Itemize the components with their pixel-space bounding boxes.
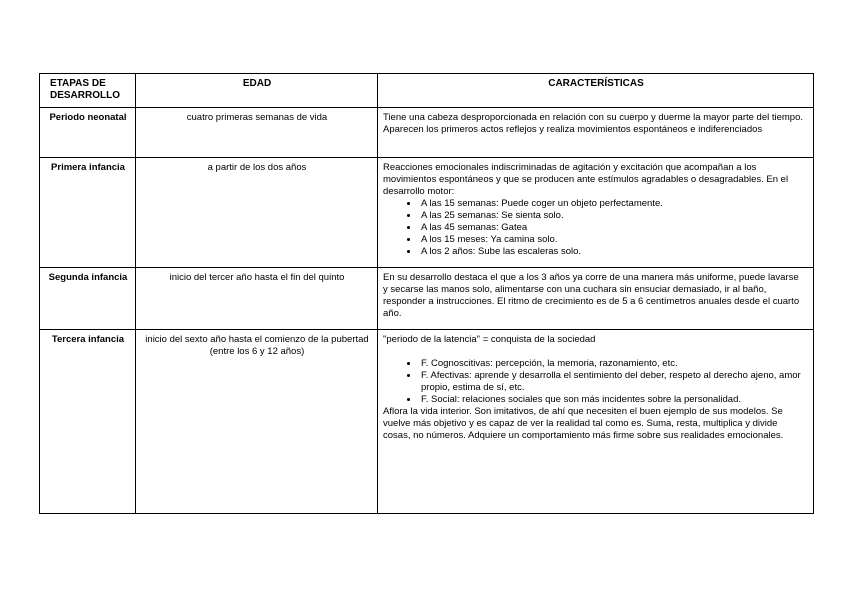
list-item: • A las 45 semanas: Gatea: [419, 222, 805, 234]
list-item: • A las 15 semanas: Puede coger un objeto perfectamente.: [419, 198, 805, 210]
table-row: [40, 158, 814, 268]
header-etapas: ETAPAS DE DESARROLLO: [40, 74, 136, 108]
stage-characteristics: Tiene una cabeza desproporcionada en relación con su cuerpo y duerme la mayor parte del tiempo. Aparecen los primeros actos reflejos y realiza movimientos espontáneos e indiferenciados: [378, 108, 814, 158]
stage-age: inicio del tercer año hasta el fin del quinto: [136, 268, 378, 330]
list-item: • A los 15 meses: Ya camina solo.: [419, 234, 805, 246]
development-stages-table: [39, 73, 814, 514]
stage-name: Segunda infancia: [40, 268, 136, 330]
stage-age: inicio del sexto año hasta el comienzo de la pubertad (entre los 6 y 12 años): [136, 330, 378, 514]
list-item: • F. Afectivas: aprende y desarrolla el sentimiento del deber, respeto al derecho ajeno, amor propio, estima de sí, etc.: [419, 370, 805, 394]
stage-age: cuatro primeras semanas de vida: [136, 108, 378, 158]
stage-name: Primera infancia: [40, 158, 136, 268]
table-row: [40, 268, 814, 330]
closing-paragraph: Aflora la vida interior. Son imitativos, de ahí que necesiten el buen ejemplo de sus modelos. Se vuelve más objetivo y es capaz de ver la realidad tal como es. Suma, resta, multiplica y divide cosas, no números. Adquiere un comportamiento más firme sobre sus realidades emocionales.: [383, 406, 784, 441]
table-header-row: [40, 74, 814, 108]
stage-characteristics-cell: [378, 330, 814, 514]
list-item: • F. Social: relaciones sociales que son más incidentes sobre la personalidad.: [419, 394, 805, 406]
stage-name: Tercera infancia: [40, 330, 136, 514]
list-item: • A las 25 semanas: Se sienta solo.: [419, 210, 805, 222]
stage-age: a partir de los dos años: [136, 158, 378, 268]
table-row: [40, 330, 814, 514]
header-caracteristicas: CARACTERÍSTICAS: [378, 74, 814, 108]
stage-characteristics: "periodo de la latencia" = conquista de la sociedad: [383, 334, 596, 345]
table-row: [40, 108, 814, 158]
list-item: • A los 2 años: Sube las escaleras solo.: [419, 246, 805, 258]
motor-milestones-list: [383, 198, 805, 258]
list-item: • F. Cognoscitivas: percepción, la memoria, razonamiento, etc.: [419, 358, 805, 370]
stage-characteristics: En su desarrollo destaca el que a los 3 años ya corre de una manera más uniforme, puede lavarse y secarse las manos solo, alimentarse con una cuchara sin ensuciar demasiado, ir al baño, responder a instrucciones. El ritmo de crecimiento es de 5 a 6 centímetros anuales desde el cuarto año.: [378, 268, 814, 330]
stage-name: Periodo neonatal: [40, 108, 136, 158]
header-edad: EDAD: [136, 74, 378, 108]
stage-characteristics-cell: [378, 158, 814, 268]
functions-list: [383, 358, 805, 406]
stage-characteristics: Reacciones emocionales indiscriminadas de agitación y excitación que acompañan a los movimientos espontáneos y que se producen ante estímulos agradables o desagradables. En el desarrollo motor:: [383, 162, 789, 197]
